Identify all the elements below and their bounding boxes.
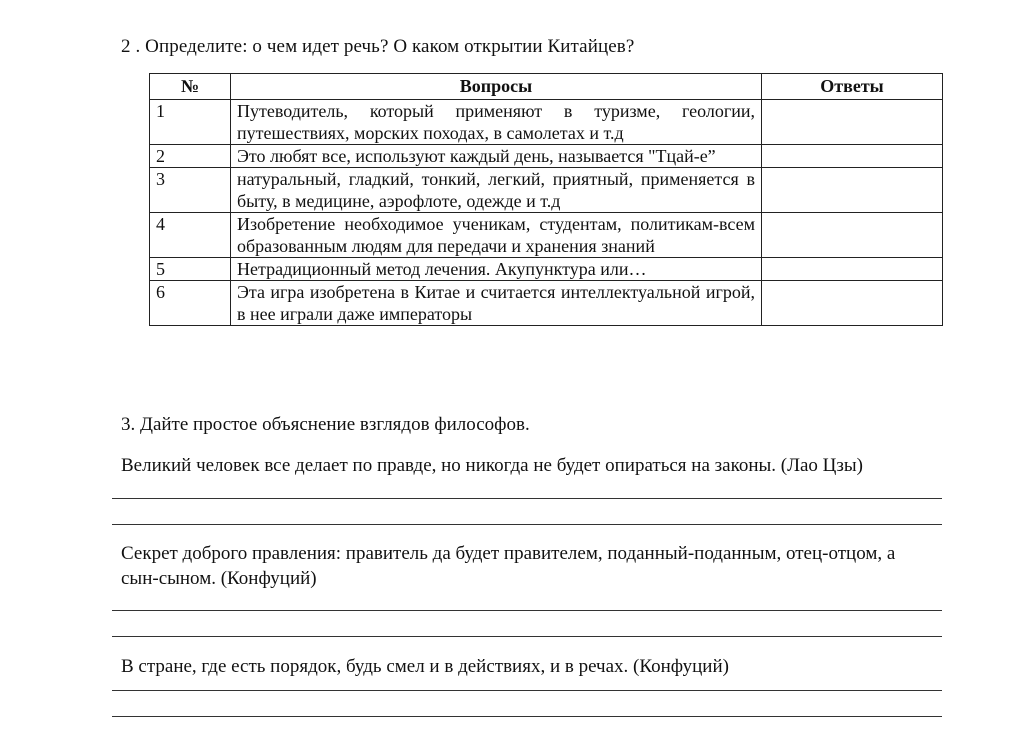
answer-line[interactable]	[112, 524, 942, 525]
question-cell: Эта игра изобретена в Китае и считается интеллектуальной игрой, в нее играли даже императоры	[231, 281, 762, 326]
task-2-title: 2 . Определите: о чем идет речь? О каком открытии Китайцев?	[121, 36, 635, 57]
answer-cell[interactable]	[762, 281, 943, 326]
answer-cell[interactable]	[762, 100, 943, 145]
row-number: 4	[150, 213, 231, 258]
question-cell: Нетрадиционный метод лечения. Акупунктура или…	[231, 258, 762, 281]
quote-confucius-governance: Секрет доброго правления: правитель да будет правителем, поданный-поданным, отец-отцом, а сын-сыном. (Конфуций)	[121, 543, 896, 589]
answer-cell[interactable]	[762, 145, 943, 168]
table-row	[150, 258, 943, 281]
header-number: №	[150, 74, 231, 100]
answer-line[interactable]	[112, 716, 942, 717]
header-answers: Ответы	[762, 74, 943, 100]
question-cell: натуральный, гладкий, тонкий, легкий, приятный, применяется в быту, в медицине, аэрофлоте, одежде и т.д	[231, 168, 762, 213]
table-row	[150, 281, 943, 326]
question-cell: Изобретение необходимое ученикам, студентам, политикам-всем образованным людям для передачи и хранения знаний	[231, 213, 762, 258]
row-number: 3	[150, 168, 231, 213]
answer-cell[interactable]	[762, 168, 943, 213]
answer-line[interactable]	[112, 610, 942, 611]
table-row	[150, 100, 943, 145]
question-cell: Это любят все, используют каждый день, называется "Тцай-е”	[231, 145, 762, 168]
questions-table	[149, 73, 943, 326]
row-number: 5	[150, 258, 231, 281]
table-header-row	[150, 74, 943, 100]
quote-confucius-order: В стране, где есть порядок, будь смел и в действиях, и в речах. (Конфуций)	[121, 656, 729, 677]
table-row	[150, 213, 943, 258]
answer-line[interactable]	[112, 636, 942, 637]
answer-line[interactable]	[112, 498, 942, 499]
question-cell: Путеводитель, который применяют в туризме, геологии, путешествиях, морских походах, в самолетах и т.д	[231, 100, 762, 145]
row-number: 2	[150, 145, 231, 168]
task-3-title: 3. Дайте простое объяснение взглядов философов.	[121, 414, 530, 435]
quote-lao-tzu: Великий человек все делает по правде, но никогда не будет опираться на законы. (Лао Цзы)	[121, 455, 863, 476]
row-number: 6	[150, 281, 231, 326]
header-questions: Вопросы	[231, 74, 762, 100]
answer-cell[interactable]	[762, 258, 943, 281]
answer-cell[interactable]	[762, 213, 943, 258]
table-row	[150, 145, 943, 168]
row-number: 1	[150, 100, 231, 145]
answer-line[interactable]	[112, 690, 942, 691]
table-row	[150, 168, 943, 213]
